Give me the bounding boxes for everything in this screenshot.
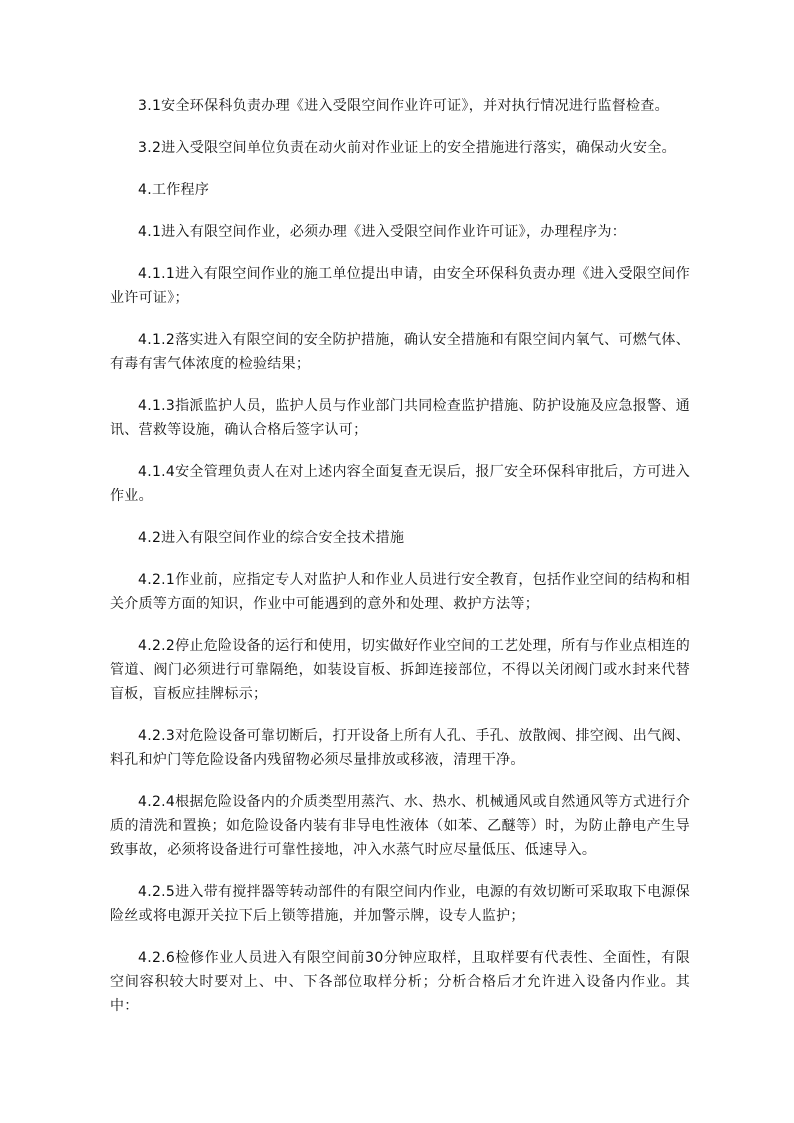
paragraph-4-2-1: 4.2.1作业前，应指定专人对监护人和作业人员进行安全教育，包括作业空间的结构和相关介质等方面的知识，作业中可能遇到的意外和处理、救护方法等；: [110, 572, 690, 612]
paragraph-4-2: 4.2进入有限空间作业的综合安全技术措施: [138, 530, 405, 546]
paragraph-4-1-2: 4.1.2落实进入有限空间的安全防护措施，确认安全措施和有限空间内氧气、可燃气体、有毒有害气体浓度的检验结果；: [110, 332, 690, 372]
paragraph-4-2-5: 4.2.5进入带有搅拌器等转动部件的有限空间内作业，电源的有效切断可采取取下电源保险丝或将电源开关拉下后上锁等措施，并加警示牌，设专人监护；: [110, 884, 690, 924]
paragraph-4-2-6: 4.2.6检修作业人员进入有限空间前30分钟应取样，且取样要有代表性、全面性，有限空间容积较大时要对上、中、下各部位取样分析；分析合格后才允许进入设备内作业。其中：: [110, 950, 690, 1014]
paragraph-3-2: 3.2进入受限空间单位负责在动火前对作业证上的安全措施进行落实，确保动火安全。: [138, 140, 676, 156]
paragraph-3-1: 3.1安全环保科负责办理《进入受限空间作业许可证》，并对执行情况进行监督检查。: [138, 98, 669, 114]
paragraph-4-2-4: 4.2.4根据危险设备内的介质类型用蒸汽、水、热水、机械通风或自然通风等方式进行介质的清洗和置换；如危险设备内装有非导电性液体（如苯、乙醚等）时，为防止静电产生导致事故，必须将设备进行可靠性接地，冲入水蒸气时应尽量低压、低速导入。: [110, 794, 690, 858]
section-heading-4: 4.工作程序: [138, 182, 210, 198]
paragraph-4-1-4: 4.1.4安全管理负责人在对上述内容全面复查无误后，报厂安全环保科审批后，方可进入作业。: [110, 464, 690, 504]
paragraph-4-2-3: 4.2.3对危险设备可靠切断后，打开设备上所有人孔、手孔、放散阀、排空阀、出气阀、料孔和炉门等危险设备内残留物必须尽量排放或移液，清理干净。: [110, 728, 690, 768]
paragraph-4-1: 4.1进入有限空间作业，必须办理《进入受限空间作业许可证》，办理程序为：: [138, 224, 627, 240]
paragraph-4-2-2: 4.2.2停止危险设备的运行和使用，切实做好作业空间的工艺处理，所有与作业点相连的管道、阀门必须进行可靠隔绝，如装设盲板、拆卸连接部位，不得以关闭阀门或水封来代替盲板，盲板应挂牌标示；: [110, 638, 690, 702]
paragraph-4-1-3: 4.1.3指派监护人员，监护人员与作业部门共同检查监护措施、防护设施及应急报警、通讯、营救等设施，确认合格后签字认可；: [110, 398, 690, 438]
document-body: [110, 94, 690, 1036]
paragraph-4-1-1: 4.1.1进入有限空间作业的施工单位提出申请，由安全环保科负责办理《进入受限空间作业许可证》；: [110, 266, 690, 306]
